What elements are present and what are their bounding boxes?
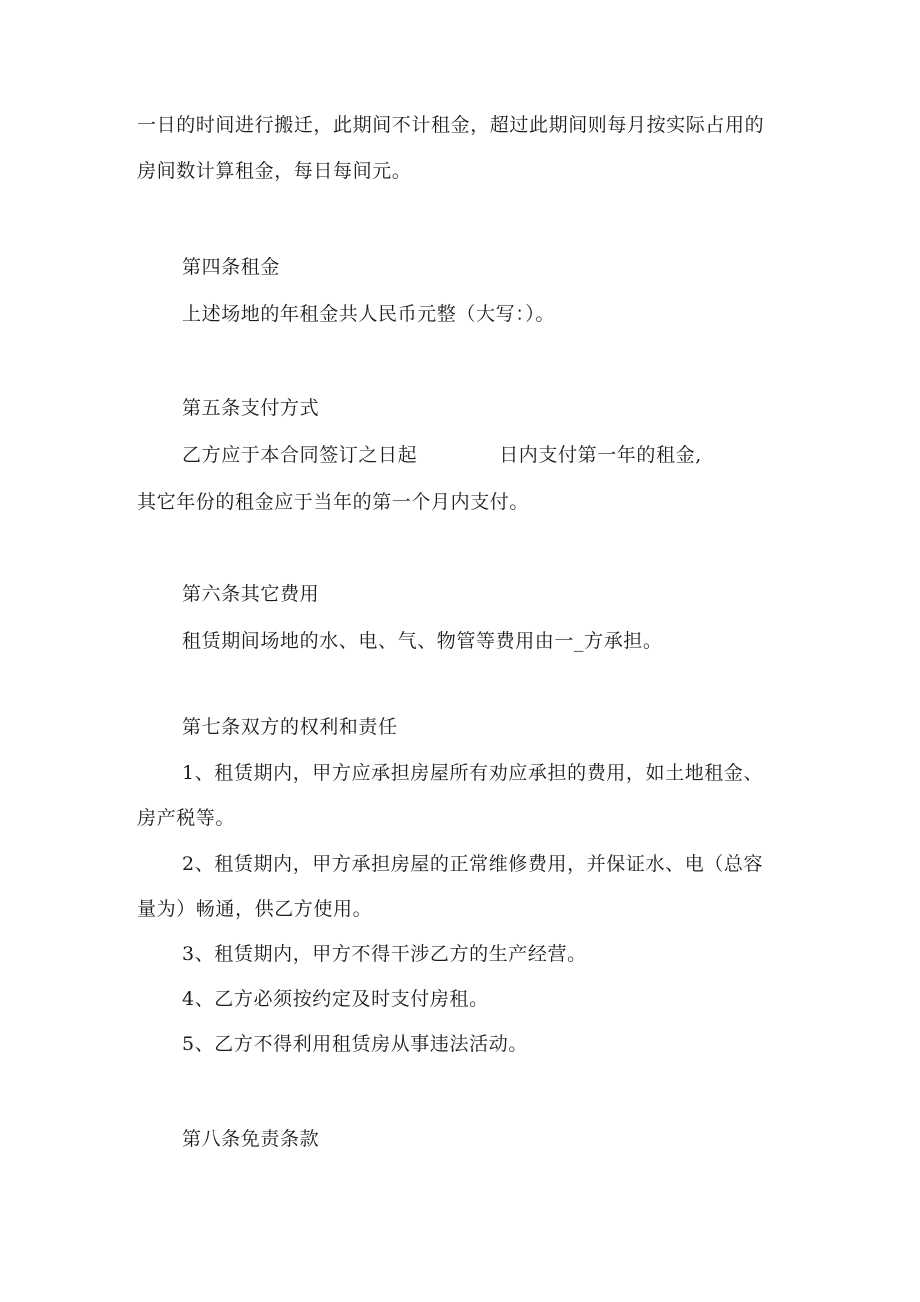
article-7-item-4: 4、乙方必须按约定及时支付房租。 [182, 988, 489, 1010]
article-7-item-1-line-1: 1、租赁期内，甲方应承担房屋所有劝应承担的费用，如土地租金、 [182, 762, 764, 784]
article-7-item-1-line-2: 房产税等。 [137, 807, 236, 829]
article-5-heading: 第五条支付方式 [182, 397, 320, 419]
article-5-body-line-1 [182, 443, 702, 467]
intro-line-2: 房间数计算租金，每日每间元。 [137, 160, 412, 182]
article-5-body-part-1: 乙方应于本合同签订之日起 [182, 444, 418, 466]
article-7-heading: 第七条双方的权利和责任 [182, 716, 398, 738]
article-7-item-5: 5、乙方不得利用租赁房从事违法活动。 [182, 1033, 528, 1055]
article-5-body-part-2: 日内支付第一年的租金, [499, 444, 702, 466]
article-6-body: 租赁期间场地的水、电、气、物管等费用由一_方承担。 [182, 630, 663, 652]
article-5-body-line-2: 其它年份的租金应于当年的第一个月内支付。 [137, 491, 530, 513]
article-7-item-2-line-2: 量为）畅通，供乙方使用。 [137, 898, 373, 920]
intro-line-1: 一日的时间进行搬迁，此期间不计租金，超过此期间则每月按实际占用的 [137, 114, 765, 136]
article-7-item-2-line-1: 2、租赁期内，甲方承担房屋的正常维修费用，并保证水、电（总容 [182, 853, 764, 875]
article-4-body: 上述场地的年租金共人民币元整（大写：）。 [182, 303, 556, 325]
article-4-heading: 第四条租金 [182, 256, 281, 278]
article-6-heading: 第六条其它费用 [182, 583, 320, 605]
article-8-heading: 第八条免责条款 [182, 1128, 320, 1150]
article-7-item-3: 3、租赁期内，甲方不得干涉乙方的生产经营。 [182, 943, 587, 965]
